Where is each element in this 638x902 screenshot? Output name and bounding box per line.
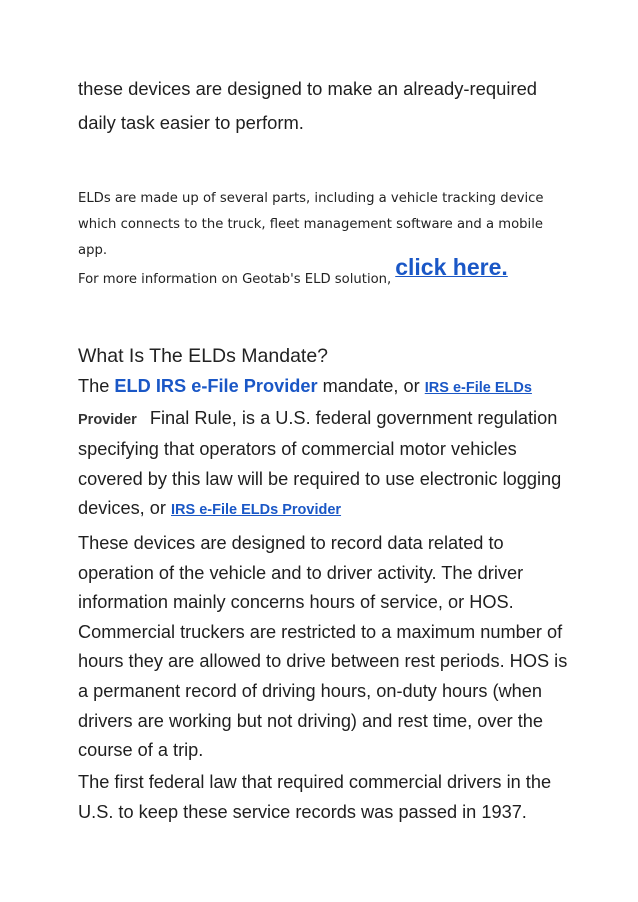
provider-label: Provider (78, 411, 137, 428)
section-heading: What Is The ELDs Mandate? (78, 345, 329, 367)
elds-parts-paragraph: ELDs are made up of several parts, including a vehicle tracking device which connects to the truck, fleet management software and a mobile app. (78, 191, 544, 258)
click-here-link[interactable]: click here. (395, 254, 508, 280)
first-law-paragraph: The first federal law that required commercial drivers in the U.S. to keep these service records was passed in 1937. (78, 772, 552, 822)
mandate-text-1: mandate, or (322, 376, 420, 396)
mandate-paragraph (78, 372, 568, 526)
irs-efile-elds-link[interactable]: IRS e-File ELDs (424, 380, 532, 396)
mandate-the: The (78, 376, 110, 396)
more-info-text: For more information on Geotab's ELD solution, (78, 272, 392, 287)
mandate-text-2: Final Rule, is a U.S. federal government regulation specifying that operators of commercial motor vehicles covered by this law will be required to use electronic logging devices, or (78, 407, 562, 519)
intro-paragraph: these devices are designed to make an already-required daily task easier to perform. (78, 78, 538, 133)
more-info-paragraph (78, 254, 568, 293)
irs-efile-elds-provider-link[interactable]: IRS e-File ELDs Provider (171, 502, 342, 519)
record-paragraph: These devices are designed to record data related to operation of the vehicle and to driver activity. The driver information mainly concerns hours of service, or HOS. Commercial truckers are restricted to a maximum number of hours they are allowed to drive between rest periods. HOS is a permanent record of driving hours, on-duty hours (when drivers are working but not driving) and rest time, over the course of a trip. (78, 533, 568, 761)
eld-irs-efile-provider-link[interactable]: ELD IRS e-File Provider (114, 376, 318, 396)
